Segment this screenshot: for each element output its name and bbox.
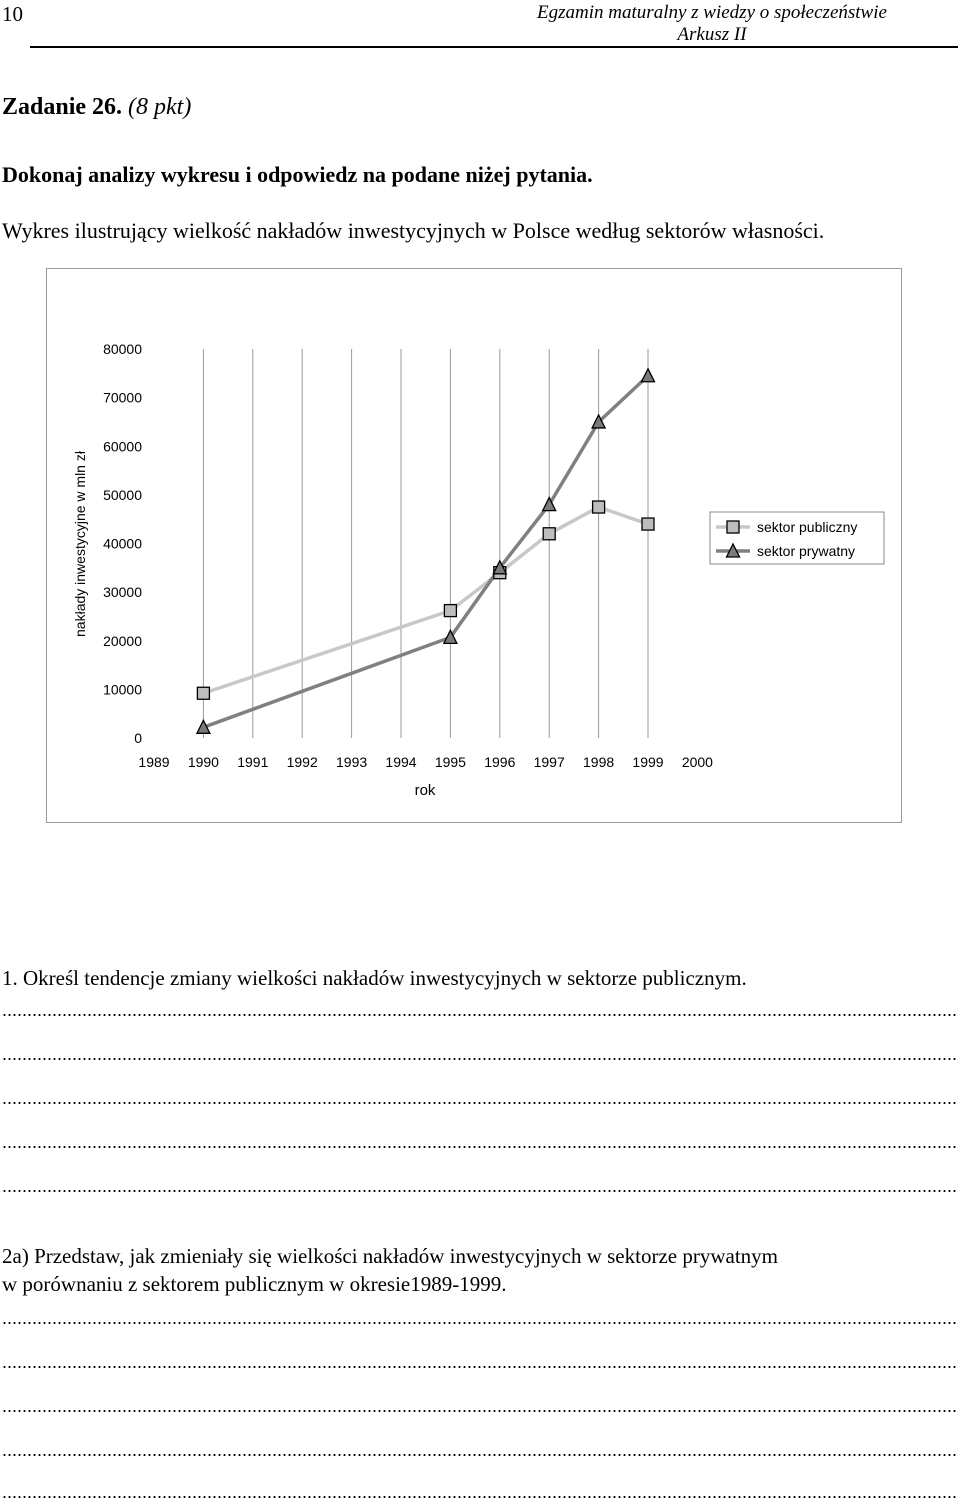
y-tick-label: 0	[134, 730, 142, 746]
square-marker	[444, 605, 456, 617]
answer-line[interactable]	[2, 1145, 956, 1149]
exam-title: Egzamin maturalny z wiedzy o społeczeństwie	[537, 2, 887, 23]
answer-line[interactable]	[2, 1013, 956, 1017]
answer-line[interactable]	[2, 1495, 956, 1499]
x-tick-label: 1992	[286, 754, 318, 770]
chart-caption: Wykres ilustrujący wielkość nakładów inwestycyjnych w Polsce według sektorów własności.	[2, 218, 825, 243]
square-marker	[593, 501, 605, 513]
answer-line[interactable]	[2, 1409, 956, 1413]
legend-label: sektor publiczny	[757, 519, 858, 535]
x-tick-label: 1991	[237, 754, 269, 770]
x-axis-title: rok	[414, 782, 436, 799]
task-number: Zadanie 26.	[2, 94, 123, 120]
answer-line[interactable]	[2, 1189, 956, 1193]
x-tick-label: 1997	[533, 754, 565, 770]
x-tick-label: 1998	[583, 754, 615, 770]
x-tick-label: 1989	[138, 754, 170, 770]
x-tick-label: 1990	[187, 754, 219, 770]
y-tick-label: 60000	[103, 438, 142, 455]
task-points: (8 pkt)	[128, 94, 192, 120]
question-2a-line-1: 2a) Przedstaw, jak zmieniały się wielkości nakładów inwestycyjnych w sektorze prywatnym	[2, 1244, 778, 1268]
x-tick-label: 1993	[336, 754, 368, 770]
answer-line[interactable]	[2, 1321, 956, 1325]
task-title	[2, 94, 191, 121]
chart-frame	[46, 268, 902, 823]
x-tick-label: 1995	[434, 754, 466, 770]
triangle-marker	[642, 369, 655, 382]
x-tick-label: 1996	[484, 754, 516, 770]
question-2a-line-2: w porównaniu z sektorem publicznym w okresie1989-1999.	[2, 1272, 507, 1296]
answer-line[interactable]	[2, 1365, 956, 1369]
series-line	[203, 376, 648, 728]
legend-label: sektor prywatny	[757, 543, 856, 559]
x-tick-label: 2000	[681, 754, 713, 770]
task-instruction: Dokonaj analizy wykresu i odpowiedz na podane niżej pytania.	[2, 162, 593, 187]
answer-line[interactable]	[2, 1101, 956, 1105]
answer-line[interactable]	[2, 1453, 956, 1457]
square-marker	[543, 528, 555, 540]
y-axis-title: nakłady inwestycyjne w mln zł	[72, 451, 88, 637]
y-tick-label: 30000	[103, 584, 142, 601]
question-2a	[2, 1242, 952, 1298]
square-marker	[642, 518, 654, 530]
page-number: 10	[2, 2, 23, 26]
x-tick-label: 1999	[632, 754, 664, 770]
y-tick-label: 40000	[103, 535, 142, 552]
y-tick-label: 50000	[103, 486, 142, 503]
y-tick-label: 20000	[103, 632, 142, 649]
x-tick-label: 1994	[385, 754, 417, 770]
line-chart	[47, 269, 901, 822]
answer-line[interactable]	[2, 1057, 956, 1061]
question-1: 1. Określ tendencje zmiany wielkości nakładów inwestycyjnych w sektorze publicznym.	[2, 966, 747, 990]
y-tick-label: 70000	[103, 389, 142, 406]
square-marker	[197, 687, 209, 699]
series-line	[203, 507, 648, 693]
y-tick-label: 10000	[103, 681, 142, 698]
legend-square-marker	[727, 521, 739, 533]
y-tick-label: 80000	[103, 341, 142, 357]
sheet-label: Arkusz II	[677, 24, 747, 45]
header-rule	[30, 46, 958, 48]
